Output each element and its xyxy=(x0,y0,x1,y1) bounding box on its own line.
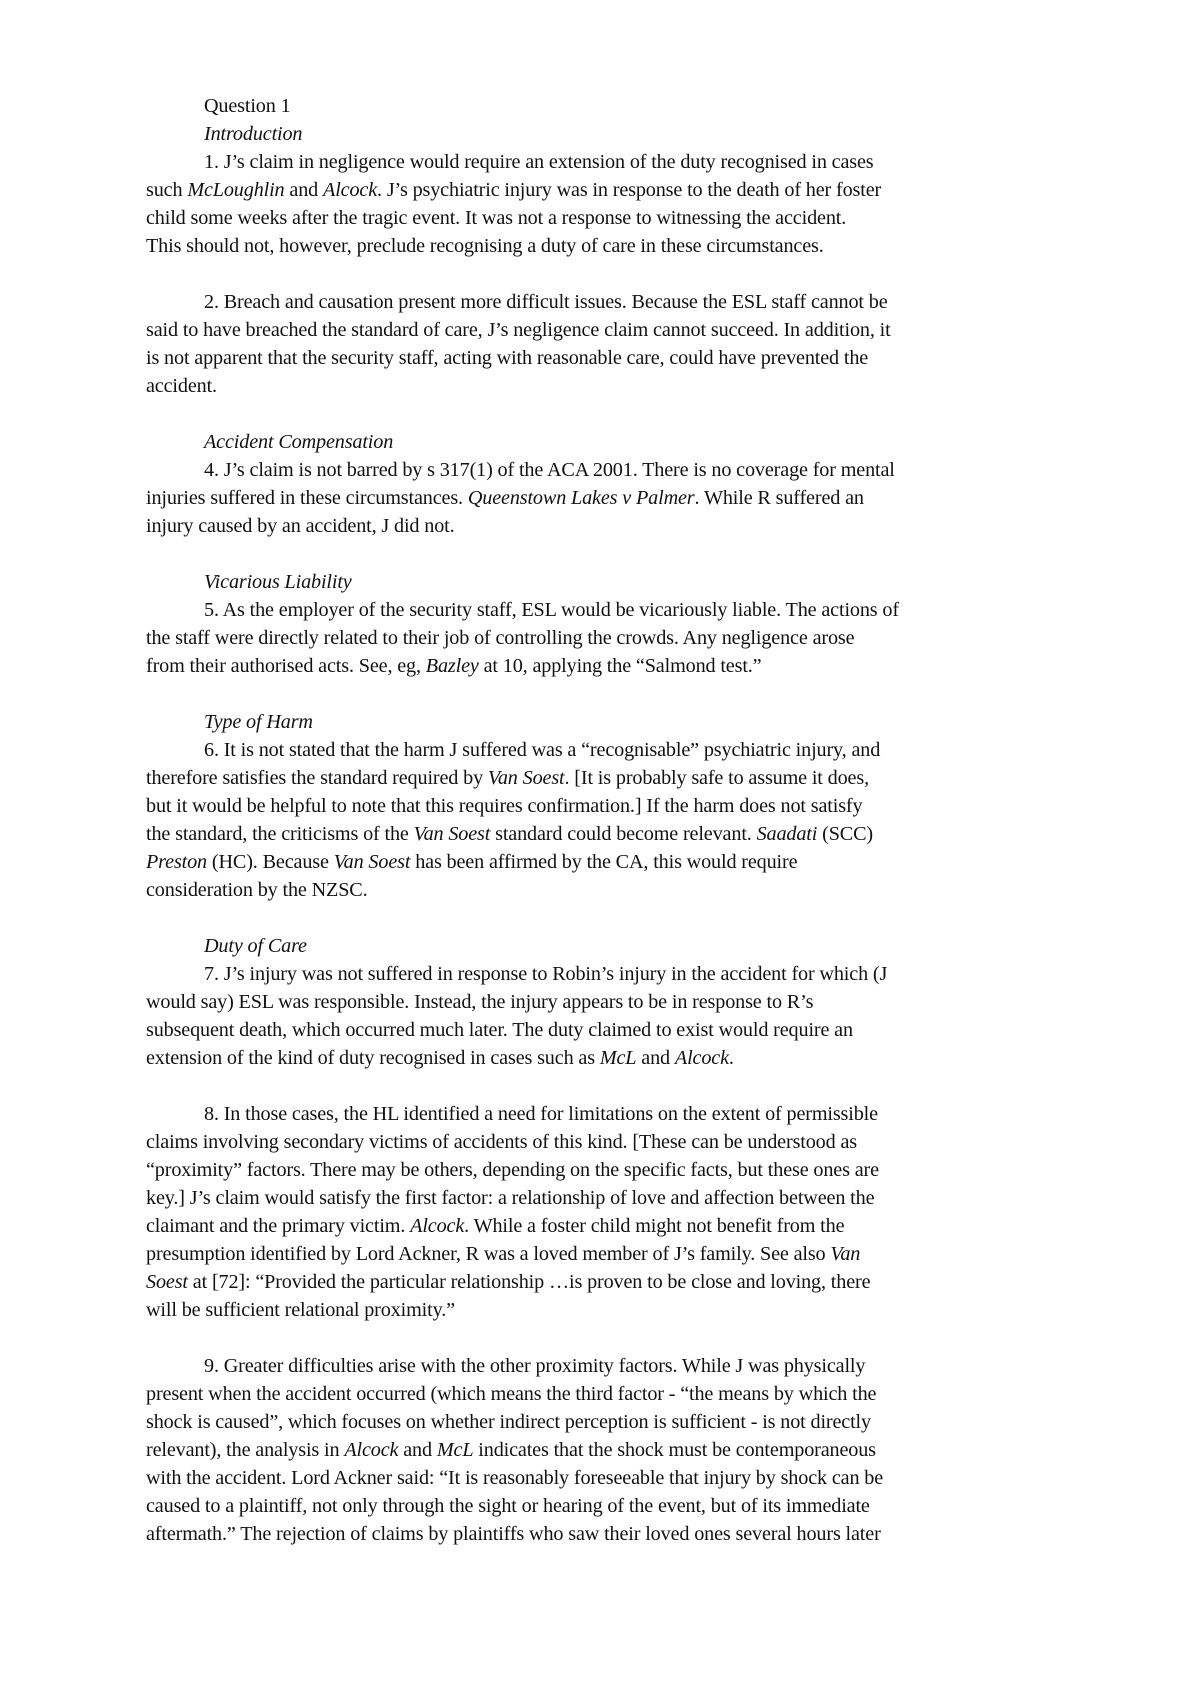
paragraph-8-line-1: 8. In those cases, the HL identified a need for limitations on the extent of permissible xyxy=(204,1103,878,1125)
paragraph-7-line-2: would say) ESL was responsible. Instead, the injury appears to be in response to R’s xyxy=(146,991,814,1013)
paragraph-7-line-4 xyxy=(146,1044,1076,1072)
paragraph-8 xyxy=(146,1100,1076,1324)
paragraph-5-line-1: 5. As the employer of the security staff, ESL would be vicariously liable. The actions of xyxy=(204,599,899,621)
case-name: McLoughlin xyxy=(187,179,285,201)
text-run: . While R suffered an xyxy=(694,487,864,509)
text-run: . [It is probably safe to assume it does, xyxy=(564,767,869,789)
paragraph-9-line-7: aftermath.” The rejection of claims by plaintiffs who saw their loved ones several hours later xyxy=(146,1523,881,1545)
case-name: Alcock xyxy=(323,179,378,201)
case-name: Saadati xyxy=(756,823,818,845)
case-name: Preston xyxy=(146,851,208,873)
section-heading-type-of-harm: Type of Harm xyxy=(204,711,313,733)
paragraph-9-line-2: present when the accident occurred (which means the third factor - “the means by which the xyxy=(146,1383,877,1405)
text-run: (HC). Because xyxy=(207,851,334,873)
text-run: presumption identified by Lord Ackner, R was a loved member of J’s family. See also xyxy=(146,1243,831,1265)
case-name: Soest xyxy=(146,1271,188,1293)
case-name: Alcock xyxy=(674,1047,729,1069)
paragraph-4-line-3: injury caused by an accident, J did not. xyxy=(146,515,455,537)
paragraph-2-line-4: accident. xyxy=(146,375,217,397)
paragraph-9-line-1: 9. Greater difficulties arise with the other proximity factors. While J was physically xyxy=(204,1355,866,1377)
paragraph-8-line-5 xyxy=(146,1212,1076,1240)
section-heading-introduction: Introduction xyxy=(204,123,303,145)
text-run: from their authorised acts. See, eg, xyxy=(146,655,426,677)
case-name: Alcock xyxy=(410,1215,465,1237)
text-run: extension of the kind of duty recognised in cases such as xyxy=(146,1047,600,1069)
text-run: has been affirmed by the CA, this would require xyxy=(410,851,798,873)
paragraph-7 xyxy=(146,960,1076,1072)
document-page xyxy=(146,92,1076,1548)
paragraph-1-line-2 xyxy=(146,176,1076,204)
paragraph-2-line-2: said to have breached the standard of care, J’s negligence claim cannot succeed. In addition, it xyxy=(146,319,891,341)
paragraph-6-line-2 xyxy=(146,764,1076,792)
text-run: such xyxy=(146,179,188,201)
paragraph-8-line-4: key.] J’s claim would satisfy the first factor: a relationship of love and affection between the xyxy=(146,1187,875,1209)
paragraph-8-line-6 xyxy=(146,1240,1076,1268)
paragraph-6-line-5 xyxy=(146,848,1076,876)
text-run: at 10, applying the “Salmond test.” xyxy=(478,655,762,677)
text-run: and xyxy=(636,1047,675,1069)
case-name: Queenstown Lakes v Palmer xyxy=(467,487,695,509)
paragraph-1 xyxy=(146,148,1076,260)
text-run: relevant), the analysis in xyxy=(146,1439,345,1461)
paragraph-9-line-6: caused to a plaintiff, not only through the sight or hearing of the event, but of its immediate xyxy=(146,1495,870,1517)
question-title: Question 1 xyxy=(204,95,291,117)
paragraph-8-line-3: “proximity” factors. There may be others, depending on the specific facts, but these ones are xyxy=(146,1159,879,1181)
paragraph-8-line-7 xyxy=(146,1268,1076,1296)
case-name: McL xyxy=(599,1047,637,1069)
case-name: Van Soest xyxy=(413,823,491,845)
paragraph-8-line-8: will be sufficient relational proximity.” xyxy=(146,1299,455,1321)
text-run: and xyxy=(398,1439,437,1461)
paragraph-4 xyxy=(146,456,1076,540)
paragraph-6-line-6: consideration by the NZSC. xyxy=(146,879,368,901)
section-heading-vicarious-liability: Vicarious Liability xyxy=(204,571,352,593)
text-run: indicates that the shock must be contemporaneous xyxy=(473,1439,876,1461)
paragraph-7-line-3: subsequent death, which occurred much later. The duty claimed to exist would require an xyxy=(146,1019,853,1041)
text-run: claimant and the primary victim. xyxy=(146,1215,411,1237)
case-name: Alcock xyxy=(344,1439,399,1461)
case-name: Van xyxy=(830,1243,861,1265)
paragraph-9-line-3: shock is caused”, which focuses on whether indirect perception is sufficient - is not directly xyxy=(146,1411,871,1433)
text-run: injuries suffered in these circumstances. xyxy=(146,487,468,509)
paragraph-6 xyxy=(146,736,1076,904)
paragraph-9 xyxy=(146,1352,1076,1548)
case-name: Van Soest xyxy=(487,767,565,789)
paragraph-9-line-5: with the accident. Lord Ackner said: “It is reasonably foreseeable that injury by shock can be xyxy=(146,1467,884,1489)
paragraph-5-line-2: the staff were directly related to their job of controlling the crowds. Any negligence arose xyxy=(146,627,855,649)
text-run: . xyxy=(728,1047,734,1069)
paragraph-2-line-1: 2. Breach and causation present more difficult issues. Because the ESL staff cannot be xyxy=(204,291,888,313)
text-run: . While a foster child might not benefit from the xyxy=(464,1215,845,1237)
paragraph-2 xyxy=(146,288,1076,400)
paragraph-4-line-2 xyxy=(146,484,1076,512)
case-name: Bazley xyxy=(425,655,479,677)
paragraph-5 xyxy=(146,596,1076,680)
paragraph-4-line-1: 4. J’s claim is not barred by s 317(1) of the ACA 2001. There is no coverage for mental xyxy=(204,459,895,481)
paragraph-8-line-2: claims involving secondary victims of accidents of this kind. [These can be understood as xyxy=(146,1131,857,1153)
paragraph-6-line-3: but it would be helpful to note that this requires confirmation.] If the harm does not satisfy xyxy=(146,795,863,817)
section-heading-accident-compensation: Accident Compensation xyxy=(204,431,394,453)
paragraph-1-line-3: child some weeks after the tragic event. It was not a response to witnessing the accident. xyxy=(146,207,847,229)
paragraph-9-line-4 xyxy=(146,1436,1076,1464)
paragraph-7-line-1: 7. J’s injury was not suffered in response to Robin’s injury in the accident for which (J xyxy=(204,963,888,985)
text-run: at [72]: “Provided the particular relationship …is proven to be close and loving, there xyxy=(187,1271,871,1293)
section-heading-duty-of-care: Duty of Care xyxy=(204,935,307,957)
paragraph-6-line-4 xyxy=(146,820,1076,848)
paragraph-1-line-4: This should not, however, preclude recognising a duty of care in these circumstances. xyxy=(146,235,824,257)
paragraph-1-line-1: 1. J’s claim in negligence would require an extension of the duty recognised in cases xyxy=(204,151,874,173)
text-run: the standard, the criticisms of the xyxy=(146,823,414,845)
paragraph-6-line-1: 6. It is not stated that the harm J suffered was a “recognisable” psychiatric injury, and xyxy=(204,739,881,761)
text-run: standard could become relevant. xyxy=(490,823,757,845)
text-run: therefore satisfies the standard required by xyxy=(146,767,488,789)
text-run: . J’s psychiatric injury was in response to the death of her foster xyxy=(377,179,882,201)
paragraph-5-line-3 xyxy=(146,652,1076,680)
case-name: McL xyxy=(436,1439,474,1461)
text-run: and xyxy=(284,179,324,201)
paragraph-2-line-3: is not apparent that the security staff, acting with reasonable care, could have prevented the xyxy=(146,347,869,369)
text-run: (SCC) xyxy=(817,823,873,845)
case-name: Van Soest xyxy=(333,851,411,873)
